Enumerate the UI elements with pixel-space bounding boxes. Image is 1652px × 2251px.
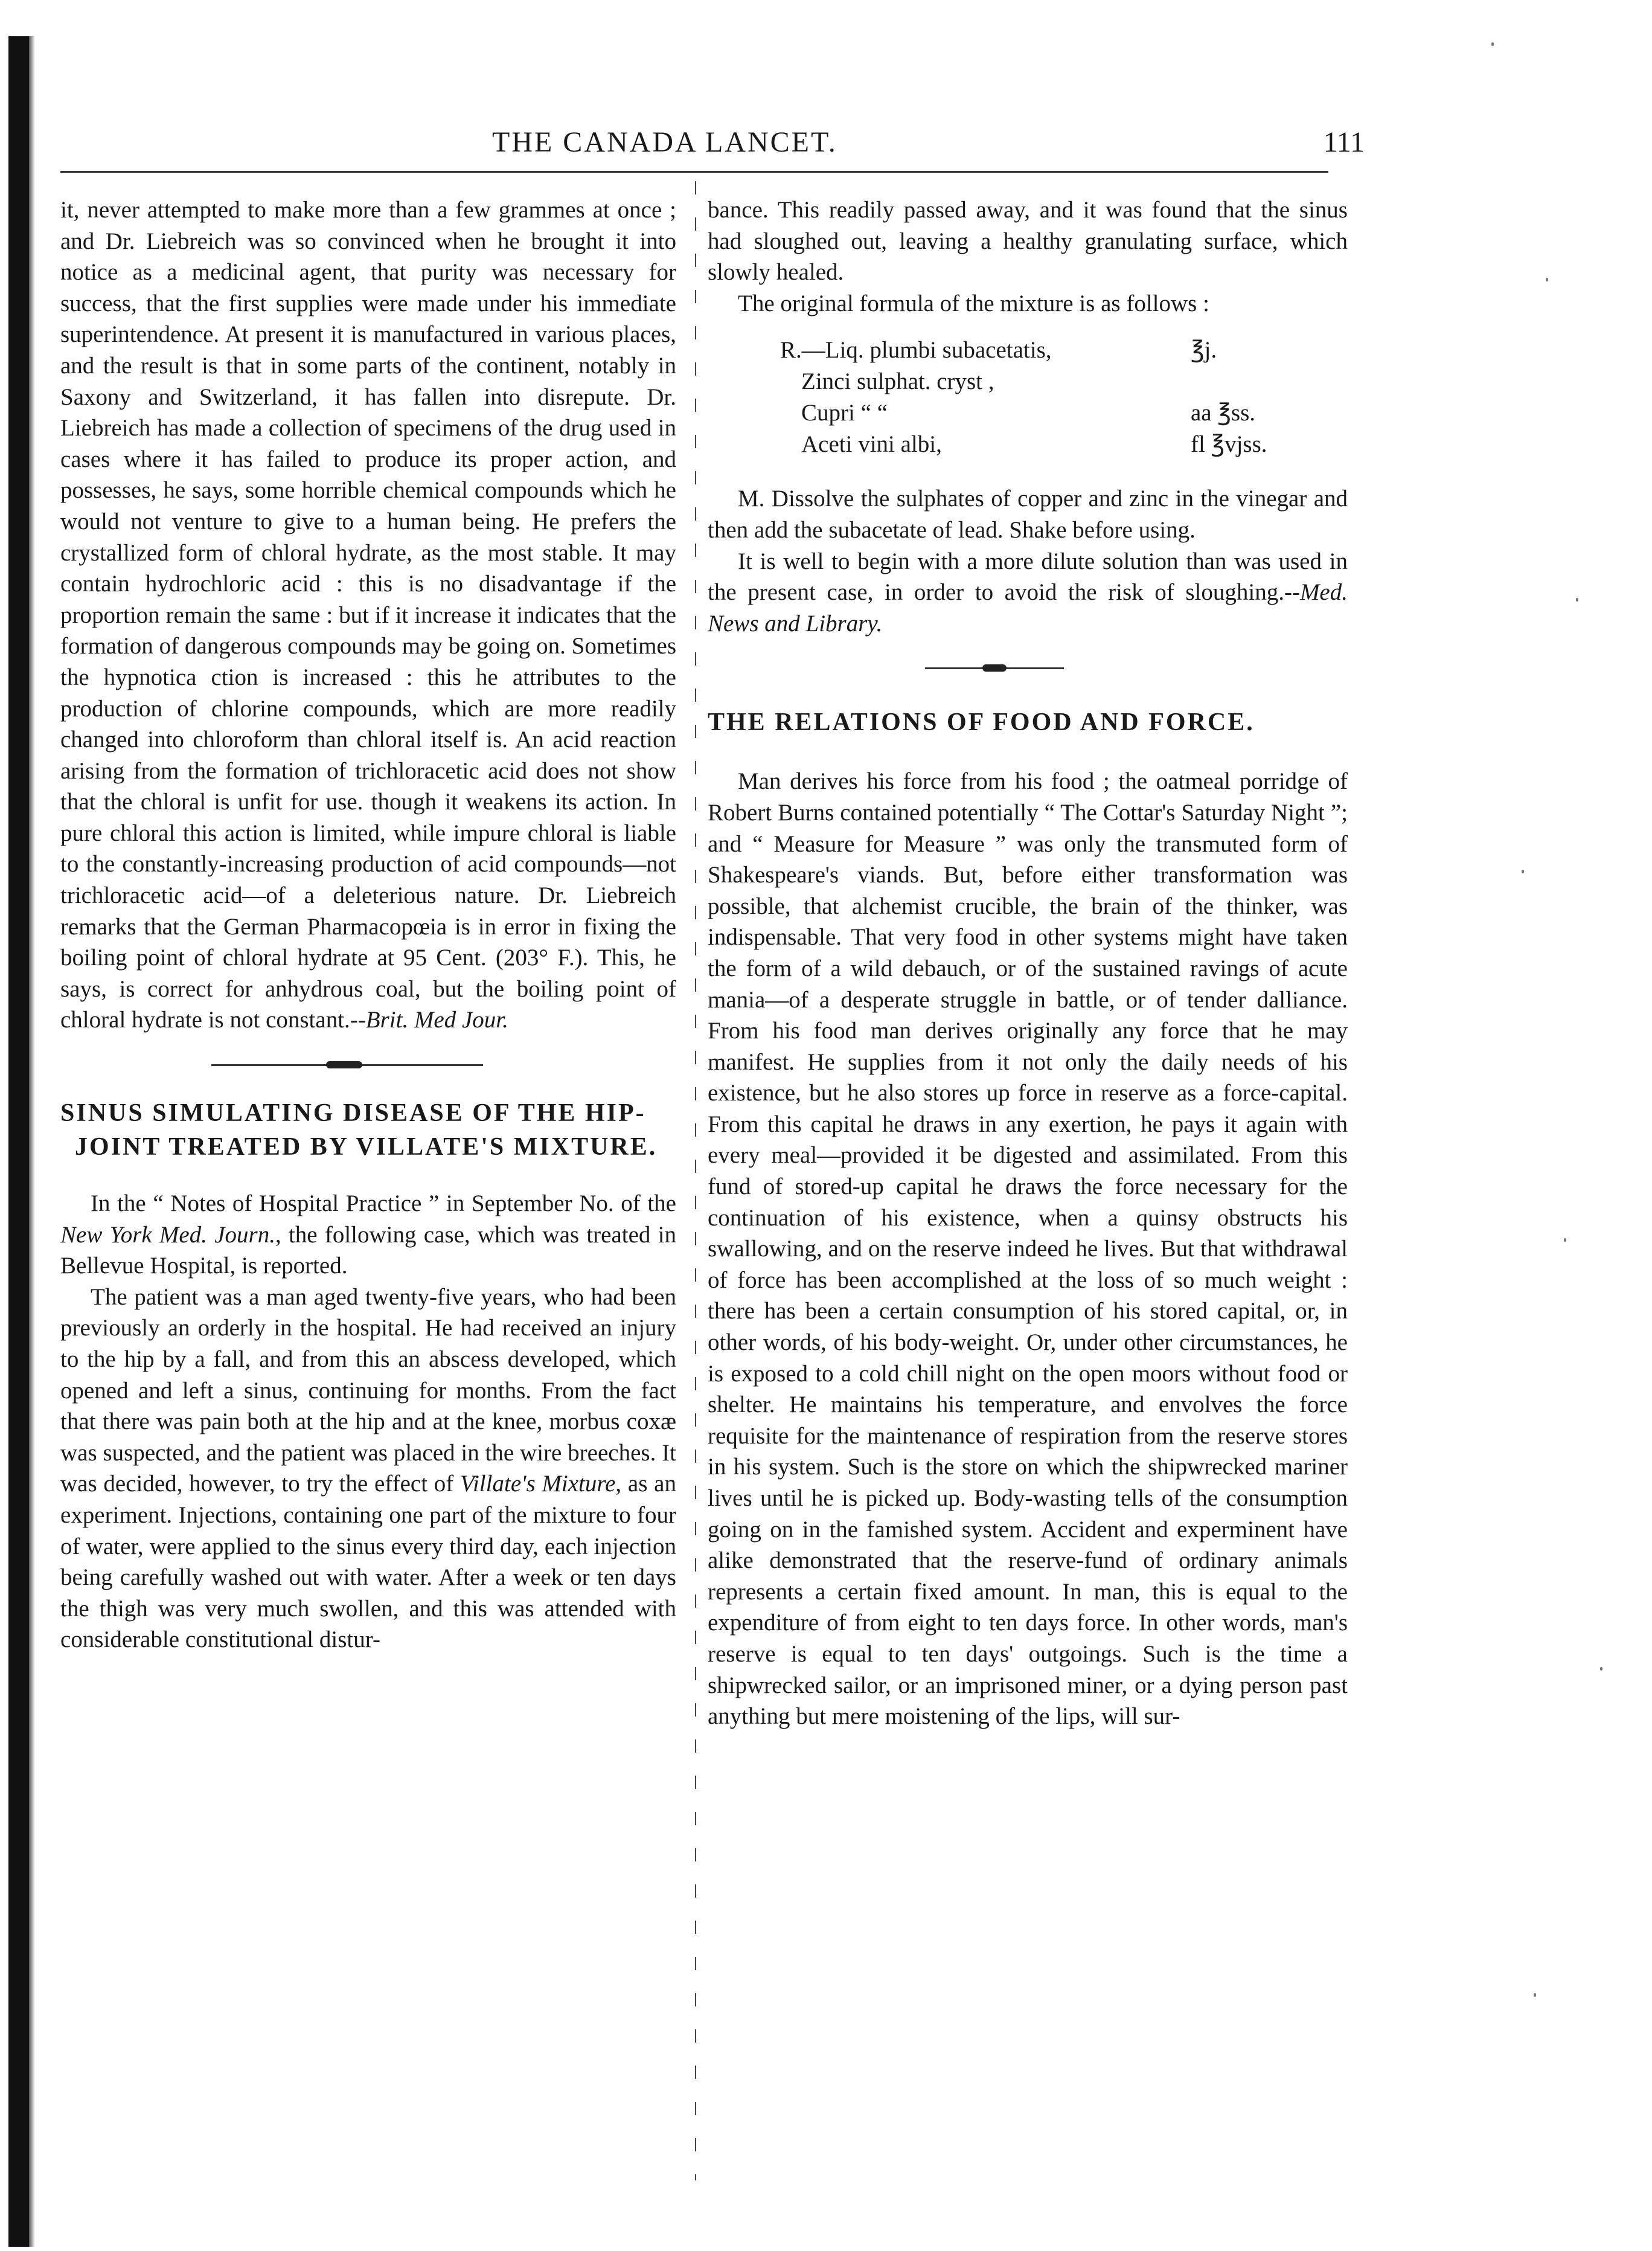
formula-ingredient: R.—Liq. plumbi subacetatis, [780,337,1052,364]
formula-dose: aa ℥ss. [1191,400,1256,426]
food-article-paragraph: Man derives his force from his food ; the oatmeal porridge of Robert Burns contained potentially “ The Cottar's Saturday Night ”; and “ Measure for Measure ” was only the transmuted form of Shakespeare's viands. But, before either transformation was possible, that alchemist crucible, the brain of the thinker, was indispensable. That very food in other systems might have taken the form of a wild debauch, or of the sustained ravings of acute mania—of a desperate struggle in battle, or of tender dalliance. From his food man derives originally any force that he may manifest. He supplies from it not only the daily needs of his existence, but he also stores up force in reserve as a force-capital. From this capital he draws in any exertion, he pays it again with every meal—provided it be digested and assimilated. From this fund of stored-up capital he draws the force necessary for the continuation of his existence, when a quinsy obstructs his swallowing, and on the reserve indeed he lives. But that withdrawal of force has been accomplished at the loss of so much weight : there has been a certain consumption of his stored capital, or, in other words, of his body-weight. Or, under other circumstances, he is exposed to a cold chill night on the open moors without food or shelter. He maintains his temperature, and envolves the force requisite for the maintenance of respiration from the reserve stores in his system. Such is the store on which the shipwrecked mariner lives until he is picked up. Body-wasting tells of the consumption going on in the famished system. Accident and experminent have alike demonstrated that the reserve-fund of ordinary animals represents a certain fixed amount. In man, this is equal to the expenditure of from eight to ten days force. In other words, man's reserve is equal to ten days' outgoings. Such is the time a shipwrecked sailor, or an imprisoned miner, or a dying person past anything but mere moistening of the lips, will sur- [708,768,1348,1730]
formula-intro: The original formula of the mixture is as follows : [738,290,1209,316]
paper-speck [1491,42,1494,46]
formula-ingredient: Cupri “ “ [801,400,888,426]
prescription-formula [708,335,1348,467]
column-divider [695,181,696,2180]
paper-speck [1534,1993,1536,1997]
sinus-intro-text-end: , the following case, which was treated in Bellevue Hospital, is reported. [60,1221,677,1279]
advice-text: It is well to begin with a more dilute solution than was used in the present case, in order to avoid the risk of sloughing. [708,548,1348,606]
food-article-heading: THE RELATIONS OF FOOD AND FORCE. [708,708,1255,737]
formula-ingredient: Zinci sulphat. cryst , [801,368,994,395]
chloral-text: it, never attempted to make more than a few grammes at once ; and Dr. Liebreich was so convinced when he brought it into notice as a medicinal agent, that purity was necessary for success, that the first supplies were made under his immediate superintendence. At present it is manufactured in various places, and the result is that in some parts of the continent, notably in Saxony and Switzerland, it has fallen into disrepute. Dr. Liebreich has made a collection of specimens of the drug used in cases where it has failed to produce its proper action, and possesses, he says, some horrible chemical compounds which he would not venture to give to a human being. He prefers the crystallized form of chloral hydrate, as the most stable. It may contain hydrochloric acid : this is no disadvantage if the proportion remain the same : but if it increase it indicates that the formation of dangerous compounds may be going on. Sometimes the hypnotica ction is increased : this he attributes to the production of chlorine compounds, which are more readily changed into chloroform than chloral itself is. An acid reaction arising from the formation of trichloracetic acid does not show that the chloral is unfit for use. though it weakens its action. In pure chloral this action is limited, while impure chloral is liable to the constantly-increasing production of acid compounds—not trichloracetic acid—of a deleterious nature. Dr. Liebreich remarks that the German Pharmacopœia is in error in fixing the boiling point of chloral hydrate at 95 Cent. (203° F.). This, he says, is correct for anhydrous coal, but the boiling point of chloral hydrate is not constant. [60,197,676,1033]
section-divider [60,1036,676,1096]
left-column [60,194,676,1655]
formula-dose: fl ℥vjss. [1191,431,1267,458]
page-number: 111 [1323,126,1365,158]
divider-ornament-knot [326,1061,362,1068]
formula-line [801,397,1256,429]
formula-dose: ℥j. [1191,337,1217,364]
divider-ornament-knot [982,664,1007,672]
journal-title: New York Med. Journ. [60,1221,275,1248]
paper-speck [1600,1667,1602,1671]
page-header [60,118,1365,167]
formula-ingredient: Aceti vini albi, [801,431,942,458]
formula-line [780,335,1217,366]
formula-line [801,429,1267,460]
continuation-paragraph: bance. This readily passed away, and it was found that the sinus had sloughed out, leaving a healthy granulating surface, which slowly healed. [708,197,1348,286]
mixture-name: Villate's Mixture [460,1471,616,1497]
formula-line [801,366,994,397]
sinus-case-text: The patient was a man aged twenty-five years, who had been previously an orderly in the hospital. He had received an injury to the hip by a fall, and from this an abscess developed, which opened and left a sinus, continuing for months. From the fact that there was pain both at the hip and at the knee, morbus coxæ was suspected, and the patient was placed in the wire breeches. It was decided, however, to try the effect of [60,1283,676,1497]
sinus-intro-text: In the “ Notes of Hospital Practice ” in September No. of the [91,1190,676,1217]
paper-speck [1546,278,1548,281]
binding-shadow [8,36,29,2247]
sinus-case-text-end: , as an experiment. Injections, containing one part of the mixture to four of water, were applied to the sinus every third day, each injection being carefully washed out with water. After a week or ten days the thigh was very much swollen, and this was attended with considerable constitutional distur- [60,1471,676,1653]
paper-speck [1564,1238,1566,1242]
binding-shadow-fade [29,36,35,2247]
advice-source: --Med. News and Library. [708,579,1348,637]
running-title: THE CANADA LANCET. [492,126,837,158]
header-rule [60,171,1328,173]
directions-paragraph: M. Dissolve the sulphates of copper and zinc in the vinegar and then add the subacetate of lead. Shake before using. [708,486,1348,543]
sinus-article-heading: SINUS SIMULATING DISEASE OF THE HIP-JOINT TREATED BY VILLATE'S MIXTURE. [60,1099,658,1161]
chloral-source: --Brit. Med Jour. [350,1007,508,1033]
advice-paragraph [708,546,1348,640]
paper-speck [1522,870,1524,873]
sinus-intro-paragraph [60,1188,676,1282]
section-divider [708,639,1348,699]
chloral-article-paragraph [60,194,676,1036]
right-column [708,194,1348,1732]
sinus-case-paragraph [60,1282,676,1655]
paper-speck [1576,598,1578,602]
